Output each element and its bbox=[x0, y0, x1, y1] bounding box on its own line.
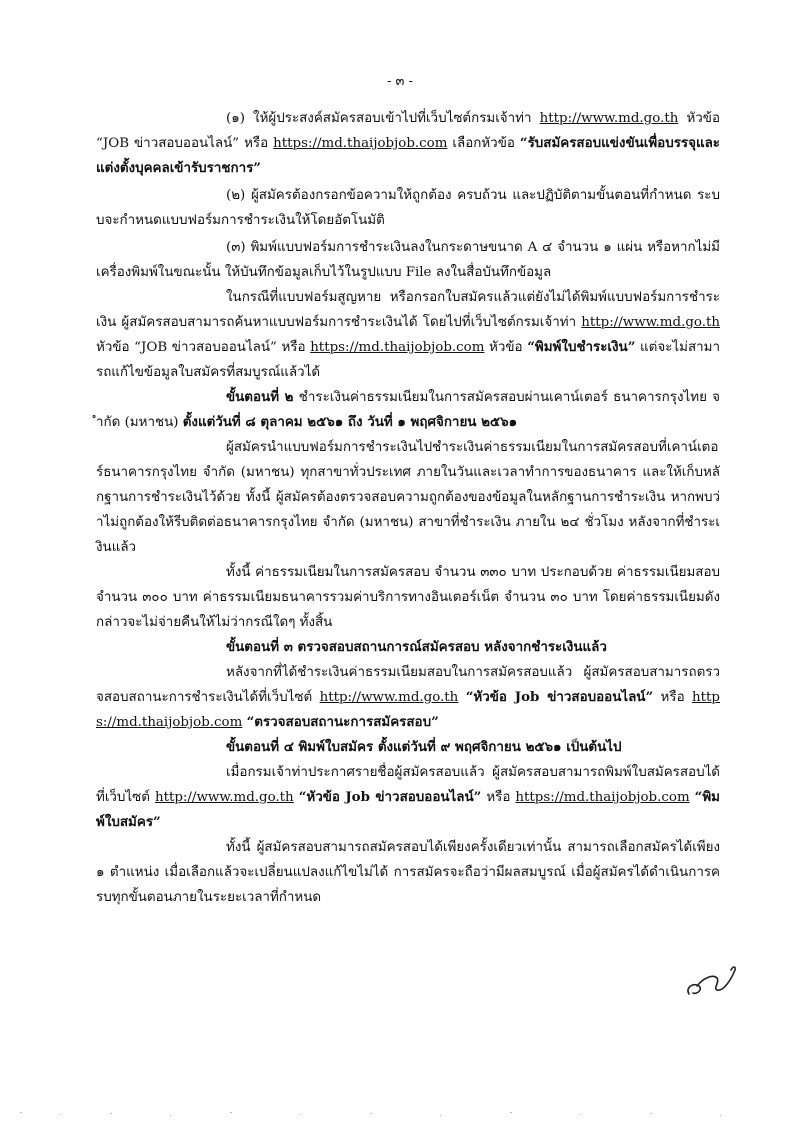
bold-text: “รับสมัครสอบแข่งขันเพื่อบรรจุและแต่งตั้งบุคคลเข้ารับราชการ” bbox=[96, 135, 720, 176]
bold-text: “พิมพ์ใบสมัคร” bbox=[96, 789, 720, 830]
md-website-link[interactable]: http://www.md.go.th bbox=[319, 690, 459, 705]
step4-heading: ขั้นตอนที่ ๔ พิมพ์ใบสมัคร ตั้งแต่วันที่ ๙ พฤศจิกายน ๒๕๖๑ เป็นต้นไป bbox=[226, 739, 622, 755]
paragraph-print-form bbox=[96, 760, 720, 835]
text: หรือ bbox=[481, 790, 516, 805]
text: (๑) ให้ผู้ประสงค์สมัครสอบเข้าไปที่เว็บไซต์กรมเจ้าท่า bbox=[226, 111, 540, 126]
paragraph-step1-item2: (๒) ผู้สมัครต้องกรอกข้อความให้ถูกต้อง ครบถ้วน และปฏิบัติตามขั้นตอนที่กำหนด ระบบจะกำหนดแบบฟอร์มการชำระเงินให้โดยอัตโนมัติ bbox=[96, 188, 720, 228]
text: ชำระเงินค่าธรรมเนียมในการสมัครสอบผ่านเคาน์เตอร์ ธนาคารกรุงไทย จำกัด (มหาชน) bbox=[96, 390, 721, 430]
bold-text: “พิมพ์ใบชำระเงิน” bbox=[527, 339, 636, 355]
bold-text: “หัวข้อ Job ข่าวสอบออนไลน์” bbox=[298, 789, 482, 805]
text: หัวข้อ bbox=[484, 340, 528, 355]
md-website-link[interactable]: http://www.md.go.th bbox=[154, 790, 294, 805]
text: เมื่อกรมเจ้าท่าประกาศรายชื่อผู้สมัครสอบแล้ว ผู้สมัครสอบสามารถพิมพ์ใบสมัครสอบได้ที่เว็บไซต์ bbox=[96, 765, 720, 805]
scan-noise bbox=[0, 1104, 800, 1124]
text: หลังจากที่ได้ชำระเงินค่าธรรมเนียมสอบในการสมัครสอบแล้ว ผู้สมัครสอบสามารถตรวจสอบสถานะการชำระเงินได้ที่เว็บไซต์ bbox=[96, 665, 720, 705]
text: หัวข้อ “JOB ข่าวสอบออนไลน์” หรือ bbox=[96, 111, 720, 151]
thaijobjob-link[interactable]: https://md.thaijobjob.com bbox=[273, 136, 448, 151]
paragraph-step2 bbox=[96, 385, 720, 435]
date-range: ตั้งแต่วันที่ ๘ ตุลาคม ๒๕๖๑ ถึง วันที่ ๑ พฤศจิกายน ๒๕๖๑ bbox=[182, 414, 518, 430]
paragraph-fee: ทั้งนี้ ค่าธรรมเนียมในการสมัครสอบ จำนวน ๓๓๐ บาท ประกอบด้วย ค่าธรรมเนียมสอบ จำนวน ๓๐๐ บาท ค่าธรรมเนียมธนาคารรวมค่าบริการทางอินเตอร์เน็ต จำนวน ๓๐ บาท โดยค่าธรรมเนียมดังกล่าวจะไม่จ่ายคืนให้ไม่ว่ากรณีใดๆ ทั้งสิ้น bbox=[96, 565, 720, 630]
paragraph-payment: ผู้สมัครนำแบบฟอร์มการชำระเงินไปชำระเงินค่าธรรมเนียมในการสมัครสอบที่เคาน์เตอร์ธนาคารกรุงไทย จำกัด (มหาชน) ทุกสาขาทั่วประเทศ ภายในวันและเวลาทำการของธนาคาร และให้เก็บหลักฐานการชำระเงินไว้ด้วย ทั้งนี้ ผู้สมัครต้องตรวจสอบความถูกต้องของข้อมูลในหลักฐานการชำระเงิน หากพบว่าไม่ถูกต้องให้รีบติดต่อธนาคารกรุงไทย จำกัด (มหาชน) สาขาที่ชำระเงิน ภายใน ๒๔ ชั่วโมง หลังจากที่ชำระเงินแล้ว bbox=[96, 440, 720, 555]
page-number: - ๓ - bbox=[387, 74, 413, 89]
text: แต่จะไม่สามารถแก้ไขข้อมูลใบสมัครที่สมบูรณ์แล้วได้ bbox=[96, 340, 720, 380]
thaijobjob-link[interactable]: https://md.thaijobjob.com bbox=[96, 690, 720, 730]
paragraph-step1-item1 bbox=[96, 106, 720, 181]
paragraph-lost-form bbox=[96, 285, 720, 385]
text bbox=[458, 690, 465, 705]
paragraph-one-position: ทั้งนี้ ผู้สมัครสอบสามารถสมัครสอบได้เพียงครั้งเดียวเท่านั้น สามารถเลือกสมัครได้เพียง ๑ ตำแหน่ง เมื่อเลือกแล้วจะเปลี่ยนแปลงแก้ไขไม่ได้ การสมัครจะถือว่ามีผลสมบูรณ์ เมื่อผู้สมัครได้ดำเนินการครบทุกขั้นตอนภายในระยะเวลาที่กำหนด bbox=[96, 840, 720, 905]
paragraph-step1-item3: (๓) พิมพ์แบบฟอร์มการชำระเงินลงในกระดาษขนาด A ๔ จำนวน ๑ แผ่น หรือหากไม่มีเครื่องพิมพ์ในขณะนั้น ให้บันทึกข้อมูลเก็บไว้ในรูปแบบ File ลงในสื่อบันทึกข้อมูล bbox=[96, 240, 720, 280]
bold-text: “ตรวจสอบสถานะการสมัครสอบ” bbox=[246, 714, 439, 730]
text: เลือกหัวข้อ bbox=[447, 136, 520, 151]
document-body bbox=[96, 106, 720, 910]
md-website-link[interactable]: http://www.md.go.th bbox=[581, 315, 720, 330]
text: หรือ bbox=[653, 690, 693, 705]
text: หัวข้อ “JOB ข่าวสอบออนไลน์” หรือ bbox=[96, 340, 311, 355]
thaijobjob-link[interactable]: https://md.thaijobjob.com bbox=[515, 790, 690, 805]
step-heading: ขั้นตอนที่ ๒ bbox=[226, 389, 294, 405]
bold-text: “หัวข้อ Job ข่าวสอบออนไลน์” bbox=[465, 689, 654, 705]
paragraph-check-status bbox=[96, 660, 720, 735]
thaijobjob-link[interactable]: https://md.thaijobjob.com bbox=[310, 340, 485, 355]
text: ในกรณีที่แบบฟอร์มสูญหาย หรือกรอกใบสมัครแล้วแต่ยังไม่ได้พิมพ์แบบฟอร์มการชำระเงิน ผู้สมัครสอบสามารถค้นหาแบบฟอร์มการชำระเงินได้ โดยไปที่เว็บไซต์กรมเจ้าท่า bbox=[96, 290, 720, 330]
handwritten-initials-signature bbox=[683, 960, 743, 1000]
md-website-link[interactable]: http://www.md.go.th bbox=[539, 111, 679, 126]
step3-heading: ขั้นตอนที่ ๓ ตรวจสอบสถานการณ์สมัครสอบ หลังจากชำระเงินแล้ว bbox=[226, 639, 607, 655]
